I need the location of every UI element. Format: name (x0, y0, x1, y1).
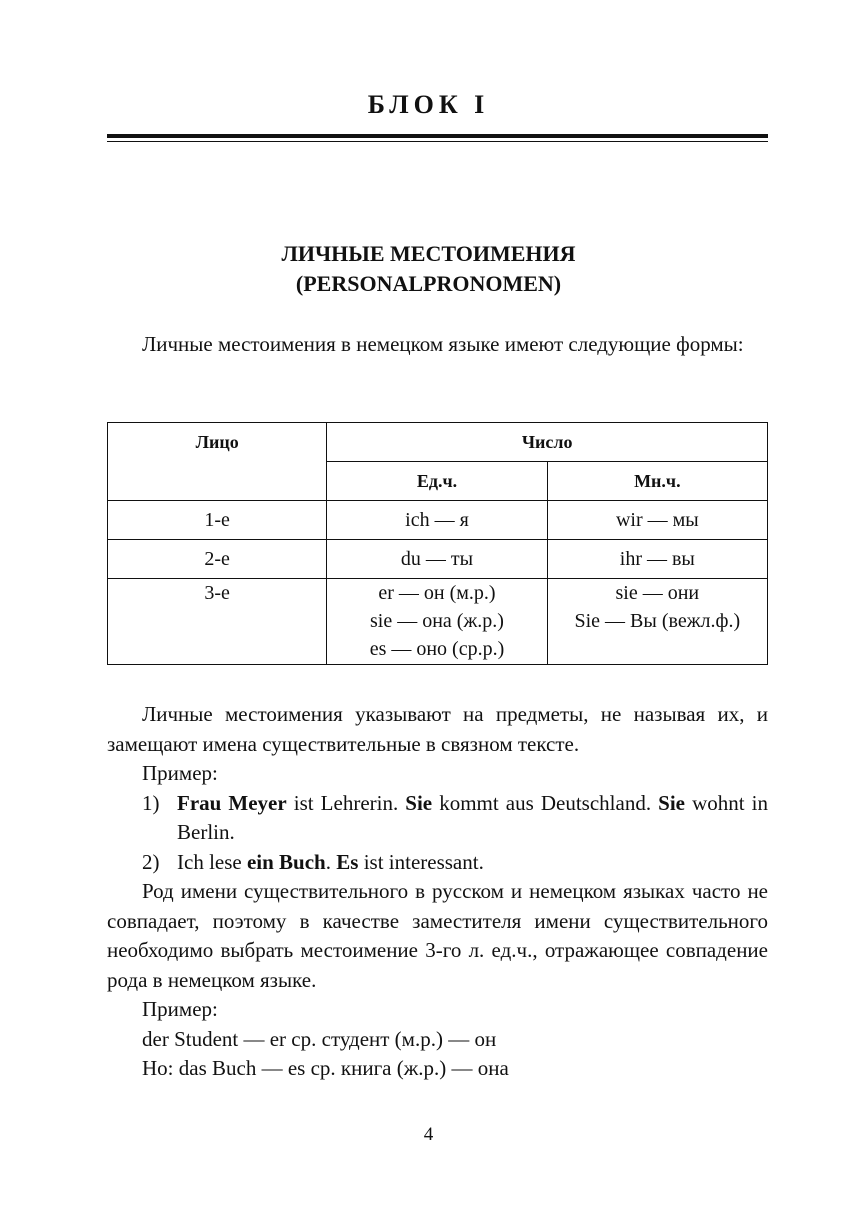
cell-plural (547, 579, 767, 665)
header-person: Лицо (108, 423, 327, 501)
text-run: kommt aus Deutschland. (432, 790, 659, 815)
cell-line: er — он (м.р.) (378, 582, 496, 604)
cell-line: es — оно (ср.р.) (369, 638, 505, 660)
pronoun-table (107, 422, 768, 665)
example-text (177, 789, 768, 848)
paragraph-1: Личные местоимения указывают на предметы, не называя их, и замещают имена существительные в связном тексте. (107, 702, 768, 756)
example-line: Но: das Buch — es ср. книга (ж.р.) — она (142, 1056, 509, 1080)
cell-singular (327, 579, 547, 665)
paragraph-2: Род имени существительного в русском и немецком языках часто не совпадает, поэтому в качестве заместителя имени существительного необходимо выбрать местоимение 3-го л. ед.ч., отражающее совпадение рода в немецком языке. (107, 879, 768, 992)
cell-plural: wir — мы (547, 501, 767, 540)
cell-singular: du — ты (327, 540, 547, 579)
cell-line: sie — они (615, 582, 700, 604)
example-number: 2) (142, 849, 160, 874)
header-plural: Мн.ч. (547, 462, 767, 501)
cell-person: 2-е (108, 540, 327, 579)
cell-line: sie — она (ж.р.) (370, 610, 504, 632)
table-row (108, 579, 768, 665)
block-title: БЛОК I (367, 90, 490, 119)
text-run: Ich lese (177, 849, 247, 874)
page-number: 4 (423, 1124, 434, 1145)
text-run: wohnt in Berlin. (177, 790, 768, 844)
bold-term: Es (336, 849, 359, 874)
example-text (177, 848, 768, 878)
table-row (108, 501, 768, 540)
header-singular: Ед.ч. (327, 462, 547, 501)
example-1 (107, 789, 768, 848)
example-label: Пример: (142, 997, 218, 1021)
table-row (108, 540, 768, 579)
example-2 (107, 848, 768, 878)
header-number: Число (327, 423, 768, 462)
section-title (0, 239, 857, 299)
text-run: . (325, 849, 337, 874)
intro-paragraph: Личные местоимения в немецком языке имеют следующие формы: (142, 332, 744, 356)
bold-term: Sie (658, 790, 685, 815)
bold-term: ein Buch (246, 849, 326, 874)
bold-term: Sie (405, 790, 433, 815)
cell-person: 3-е (108, 579, 327, 665)
body-text (107, 700, 768, 1084)
cell-person: 1-е (108, 501, 327, 540)
text-run: ist interessant. (358, 849, 484, 874)
bold-term: Frau Meyer (177, 790, 287, 815)
example-line: der Student — er ср. студент (м.р.) — он (142, 1026, 497, 1051)
header-rule-thick (107, 134, 768, 138)
cell-plural: ihr — вы (547, 540, 767, 579)
cell-line: Sie — Вы (вежл.ф.) (574, 610, 741, 632)
text-run: ist Lehrerin. (286, 790, 406, 815)
example-number: 1) (142, 790, 160, 815)
cell-singular: ich — я (327, 501, 547, 540)
header-rule-thin (107, 141, 768, 142)
section-title-line2: (PERSONALPRONOMEN) (295, 271, 562, 296)
example-label: Пример: (142, 761, 218, 785)
section-title-line1: ЛИЧНЫЕ МЕСТОИМЕНИЯ (281, 241, 576, 266)
